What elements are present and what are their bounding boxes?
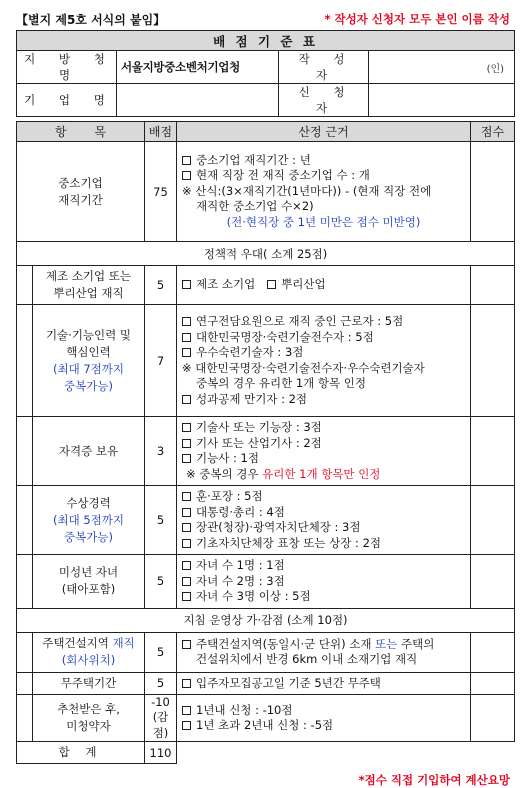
checkbox[interactable] [182,640,191,649]
points-input-cell[interactable] [471,672,515,695]
applicant-field[interactable] [369,84,515,117]
basis-line: 주택건설지역(동일시·군 단위) 소재 또는 주택의 [182,637,465,653]
checkbox[interactable] [182,156,191,165]
score-row [17,142,515,242]
basis-line: 훈·포장 : 5점 [182,489,465,505]
office-value[interactable]: 서울지방중소벤처기업청 [117,51,279,84]
basis-line: 자녀 수 2명 : 3점 [182,574,465,590]
checkbox[interactable] [182,439,191,448]
basis-line: 기초자치단체장 표창 또는 상장 : 2점 [182,536,465,552]
header-score: 배점 [145,122,177,142]
basis-line: 자녀 수 1명 : 1점 [182,558,465,574]
basis-note: ※ 중복의 경우 유리한 1개 항목만 인정 [186,466,381,481]
item-label: 핵심인력 [66,344,111,359]
basis-line: 재직한 중소기업 수×2) [196,199,314,214]
item-cell [33,266,145,305]
score-cell: 5 [145,266,177,305]
item-label: 주택건설지역 재직 [42,636,135,650]
header-item: 항 목 [17,122,145,142]
item-label: 수상경력 [66,495,111,510]
points-input-cell[interactable] [471,695,515,742]
info-table [16,30,515,117]
company-label: 기 업 명 [17,84,117,117]
checkbox[interactable] [182,492,191,501]
basis-line: 대통령·총리 : 4점 [182,505,465,521]
score-cell: 5 [145,555,177,609]
indent-cell [17,266,33,305]
checkbox[interactable] [182,395,191,404]
author-label: 작 성 자 [279,51,369,84]
indent-cell [17,695,33,742]
indent-cell [17,632,33,672]
checkbox[interactable] [182,171,191,180]
header-points: 점수 [471,122,515,142]
score-cell: 5 [145,486,177,555]
basis-line: 제조 소기업 뿌리산업 [182,277,465,293]
indent-cell [17,305,33,417]
item-sublabel: 중복가능) [64,529,113,544]
checkbox[interactable] [182,577,191,586]
info-row [17,51,515,84]
basis-line: 기능사 : 1점 [182,451,465,467]
score-cell: 7 [145,305,177,417]
item-sublabel: (최대 5점까지 [52,512,124,527]
item-cell [33,672,145,695]
score-row [17,266,515,305]
score-table [16,121,515,764]
basis-line: 건설위치에서 반경 6km 이내 소재기업 재직 [196,652,418,666]
score-row [17,632,515,672]
checkbox[interactable] [182,592,191,601]
points-input-cell[interactable] [471,142,515,242]
basis-cell [177,632,471,672]
item-label: 미청약자 [66,719,111,733]
checkbox[interactable] [182,679,191,688]
score-cell: 5 [145,632,177,672]
item-cell [33,417,145,486]
score-row [17,555,515,609]
checkbox[interactable] [182,508,191,517]
basis-line: 1년 초과 2년내 신청 : -5점 [182,718,465,734]
basis-cell [177,266,471,305]
indent-cell [17,417,33,486]
total-label: 합 계 [17,742,145,764]
basis-line: 입주자모집공고일 기준 5년간 무주택 [182,676,465,692]
item-label: 뿌리산업 재직 [53,286,124,300]
basis-cell [177,305,471,417]
basis-line: ※ 대한민국명장·숙련기술전수자·우수숙련기술자 [182,360,425,375]
checkbox[interactable] [182,454,191,463]
item-cell [33,695,145,742]
basis-line: 현재 직장 전 재직 중소기업 수 : 개 [182,168,465,184]
basis-line: 1년내 신청 : -10점 [182,703,465,719]
item-cell [33,632,145,672]
checkbox[interactable] [182,706,191,715]
points-input-cell[interactable] [471,305,515,417]
basis-line: 기술사 또는 기능장 : 3점 [182,420,465,436]
item-label: 제조 소기업 또는 [45,269,132,283]
total-score: 110 [145,742,177,764]
points-input-cell[interactable] [471,555,515,609]
score-row [17,305,515,417]
section-title: 정책적 우대( 소계 25점) [17,242,515,266]
item-cell [17,142,145,242]
item-label: 무주택기간 [60,675,117,690]
footer-note: *점수 직접 기입하여 계산요망 [358,773,510,787]
item-label: 기술·기능인력 및 [45,327,132,342]
basis-line: 장관(청장)·광역자치단체장 : 3점 [182,520,465,536]
indent-cell [17,486,33,555]
points-input-cell[interactable] [471,486,515,555]
document-header [16,8,514,30]
total-row [17,742,515,764]
item-label: (태아포함) [61,582,116,597]
item-sublabel: (최대 7점까지 [52,361,124,376]
checkbox[interactable] [182,348,191,357]
basis-line: 중소기업 재직기간 : 년 [182,153,465,169]
item-label: 자격증 보유 [58,443,119,458]
basis-cell [177,486,471,555]
author-seal-field[interactable]: (인) [369,51,515,84]
basis-line: 기사 또는 산업기사 : 2점 [182,436,465,452]
basis-line: ※ 산식:(3×재직기간(1년마다)) - (현재 직장 전에 [182,183,432,198]
total-blank [177,742,471,764]
score-row [17,486,515,555]
checkbox[interactable] [182,317,191,326]
section-row [17,608,515,632]
item-label: 재직기간 [58,192,103,207]
checkbox[interactable] [182,423,191,432]
info-row [17,84,515,117]
applicant-label: 신 청 자 [279,84,369,117]
checkbox[interactable] [182,523,191,532]
office-label: 지 방 청 명 [17,51,117,84]
item-sublabel: 중복가능) [64,378,113,393]
section-title: 지침 운영상 가·감점 (소계 10점) [17,608,515,632]
score-cell: -10 (감점) [145,695,177,742]
item-label: 추천받은 후, [57,702,120,716]
basis-cell [177,142,471,242]
points-input-cell[interactable] [471,266,515,305]
basis-line: 중복의 경우 유리한 1개 항목 인정 [196,376,367,390]
item-cell [33,486,145,555]
item-cell [33,555,145,609]
basis-line: 성과공제 만기자 : 2점 [182,392,465,408]
basis-line: 자녀 수 3명 이상 : 5점 [182,589,465,605]
score-cell: 5 [145,672,177,695]
points-input-cell[interactable] [471,632,515,672]
basis-line: (전·현직장 중 1년 미만은 점수 미반영) [226,214,421,229]
item-sublabel: (회사위치) [61,653,116,667]
score-cell: 75 [145,142,177,242]
checkbox[interactable] [182,721,191,730]
company-field[interactable] [117,84,279,117]
indent-cell [17,672,33,695]
form-label: 【별지 제5호 서식의 붙임】 [16,12,166,27]
score-row [17,695,515,742]
checkbox[interactable] [182,280,191,289]
item-cell [33,305,145,417]
header-basis: 산정 근거 [177,122,471,142]
indent-cell [17,555,33,609]
score-row [17,672,515,695]
section-row [17,242,515,266]
checkbox[interactable] [267,280,276,289]
basis-line: 연구전담요원으로 재직 중인 근로자 : 5점 [182,314,465,330]
score-standard-title: 배 점 기 준 표 [17,31,515,51]
item-label: 미성년 자녀 [58,565,119,580]
basis-cell [177,417,471,486]
points-input-cell[interactable] [471,417,515,486]
total-blank [471,742,515,764]
score-cell: 3 [145,417,177,486]
author-note: * 작성자 신청자 모두 본인 이름 작성 [324,12,510,26]
checkbox[interactable] [182,561,191,570]
basis-cell [177,555,471,609]
checkbox[interactable] [182,333,191,342]
item-label: 중소기업 [58,175,103,190]
checkbox[interactable] [182,539,191,548]
basis-cell [177,695,471,742]
score-row [17,417,515,486]
basis-line: 우수숙련기술자 : 3점 [182,345,465,361]
basis-cell [177,672,471,695]
basis-line: 대한민국명장·숙련기술전수자 : 5점 [182,330,465,346]
